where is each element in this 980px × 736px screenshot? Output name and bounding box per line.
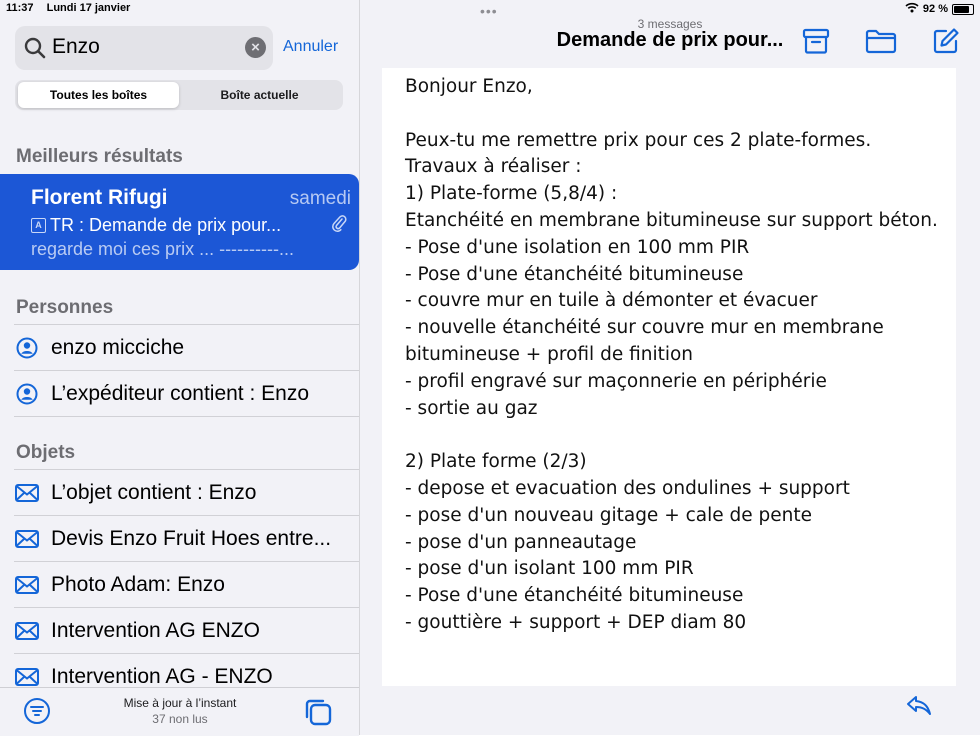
battery-percent: 92 % [922, 3, 948, 15]
forwarded-badge-icon: A [31, 218, 46, 233]
people-heading: Personnes [16, 297, 114, 318]
battery-icon [952, 4, 974, 15]
subject-label: Intervention AG - ENZO [51, 664, 273, 688]
envelope-icon [15, 665, 39, 689]
update-status: Mise à jour à l’instant [123, 696, 237, 710]
scope-all-mailboxes[interactable]: Toutes les boîtes [18, 82, 179, 108]
stacked-squares-icon[interactable] [303, 697, 333, 732]
folder-icon[interactable] [865, 27, 897, 60]
subject-suggestion[interactable] [14, 607, 359, 653]
clear-search-icon[interactable]: × [245, 37, 266, 58]
mailbox-status [80, 696, 280, 726]
scope-current-mailbox[interactable]: Boîte actuelle [220, 88, 299, 102]
message-title: Demande de prix pour... [556, 29, 784, 51]
top-hits-heading: Meilleurs résultats [16, 146, 183, 167]
bottom-toolbar [0, 687, 359, 736]
subject-label: Devis Enzo Fruit Hoes entre... [51, 526, 332, 550]
multitasking-dots-icon[interactable]: ••• [480, 3, 498, 19]
person-suggestion[interactable] [14, 324, 359, 370]
cancel-button[interactable]: Annuler [283, 38, 339, 55]
mailbox-sidebar [0, 0, 360, 735]
envelope-icon [15, 481, 39, 505]
search-input[interactable] [15, 26, 273, 70]
message-subject-row [31, 214, 347, 237]
subjects-heading: Objets [16, 442, 76, 463]
wifi-icon [905, 2, 919, 16]
person-circle-icon [15, 336, 39, 360]
message-count: 3 messages [637, 17, 703, 31]
unread-count: 37 non lus [152, 712, 208, 726]
compose-icon[interactable] [932, 27, 960, 60]
envelope-icon [15, 619, 39, 643]
status-bar-right [905, 2, 974, 16]
envelope-icon [15, 527, 39, 551]
attachment-icon [331, 214, 347, 237]
status-date: Lundi 17 janvier [46, 2, 131, 14]
subject-label: L’objet contient : Enzo [51, 480, 257, 504]
sender-contains-suggestion[interactable] [14, 370, 359, 417]
subject-label: Intervention AG ENZO [51, 618, 260, 642]
reply-icon[interactable] [906, 694, 932, 721]
message-date: samedi [289, 188, 351, 209]
subject-suggestion[interactable] [14, 469, 359, 515]
subject-suggestion[interactable] [14, 561, 359, 607]
status-bar-left [6, 2, 140, 14]
search-icon [24, 37, 46, 64]
message-sender: Florent Rifugi [31, 186, 168, 209]
status-time: 11:37 [6, 2, 34, 14]
subject-label: Photo Adam: Enzo [51, 572, 225, 596]
archive-icon[interactable] [802, 27, 830, 60]
search-query[interactable]: Enzo [52, 35, 100, 58]
person-circle-icon [15, 382, 39, 406]
search-scope-control [15, 80, 343, 110]
search-row [15, 26, 355, 70]
top-hit-message[interactable] [0, 174, 359, 270]
filter-icon[interactable] [23, 697, 51, 730]
message-body-card [382, 68, 956, 686]
envelope-icon [15, 573, 39, 597]
message-body: Bonjour Enzo, Peux-tu me remettre prix pour ces 2 plate-formes. Travaux à réaliser : 1) Plate-forme (5,8/4) : Etanchéité en membrane bitumineuse sur support béton. - Pose d'une isolation en 100 mm PIR - Pose d'une étanchéité bitumineuse - couvre mur en tuile à démonter et évacuer - nouvelle étanchéité sur couvre mur en membrane bitumineuse + profil de finition - profil engravé sur maçonnerie en périphérie - sortie au gaz 2) Plate forme (2/3) - depose et evacuation des ondulines + support - pose d'un nouveau gitage + cale de pente - pose d'un panneautage - pose d'un isolant 100 mm PIR - Pose d'une étanchéité bitumineuse - gouttière + support + DEP diam 80 [405, 76, 938, 633]
sender-contains-label: L’expéditeur contient : Enzo [51, 381, 310, 405]
person-label: enzo micciche [51, 335, 185, 359]
message-preview: regarde moi ces prix ... ----------... [31, 239, 295, 259]
message-pane [360, 0, 980, 735]
subject-suggestion[interactable] [14, 515, 359, 561]
message-subject: TR : Demande de prix pour... [50, 215, 282, 235]
